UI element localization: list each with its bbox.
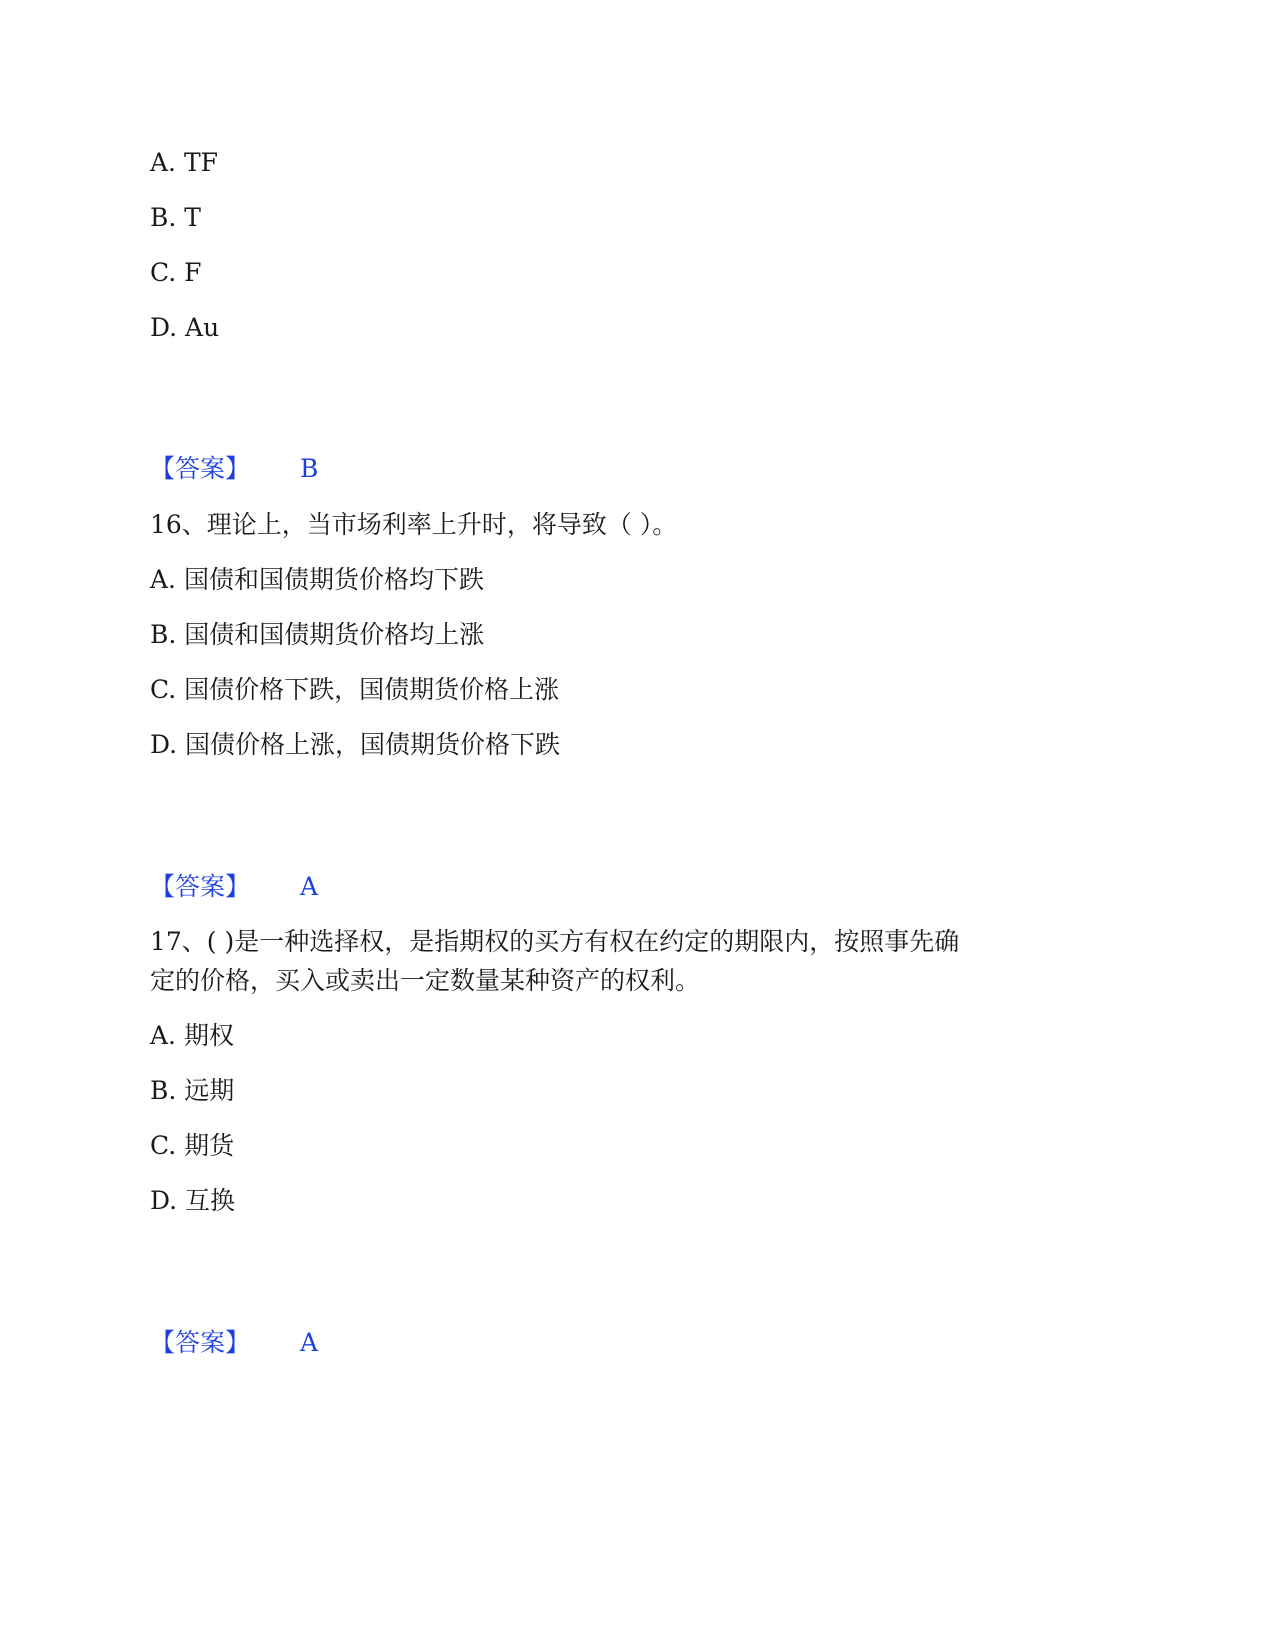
q15-answer bbox=[150, 453, 318, 485]
q17-option-d: D. 互换 bbox=[150, 1186, 236, 1215]
q17-option-b: B. 远期 bbox=[150, 1076, 235, 1105]
q16-option-a: A. 国债和国债期货价格均下跌 bbox=[150, 565, 484, 594]
answer-label: 【答案】 bbox=[150, 1328, 251, 1357]
q16-option-b: B. 国债和国债期货价格均上涨 bbox=[150, 620, 485, 649]
q16-question: 16、理论上，当市场利率上升时，将导致（ ）。 bbox=[150, 510, 678, 539]
q17-option-a: A. 期权 bbox=[150, 1021, 234, 1050]
q17-question-line1: 17、( )是一种选择权，是指期权的买方有权在约定的期限内，按照事先确 bbox=[150, 927, 960, 956]
q17-answer bbox=[150, 1327, 318, 1359]
q15-option-c: C. F bbox=[150, 258, 202, 287]
answer-label: 【答案】 bbox=[150, 872, 251, 901]
q15-option-d: D. Au bbox=[150, 313, 220, 342]
q16-option-c: C. 国债价格下跌，国债期货价格上涨 bbox=[150, 675, 560, 704]
q17-option-c: C. 期货 bbox=[150, 1131, 235, 1160]
answer-value: A bbox=[300, 1328, 319, 1357]
q17-question-line2: 定的价格，买入或卖出一定数量某种资产的权利。 bbox=[150, 966, 701, 995]
answer-value: B bbox=[300, 454, 319, 483]
q16-option-d: D. 国债价格上涨，国债期货价格下跌 bbox=[150, 730, 561, 759]
q16-answer bbox=[150, 871, 318, 903]
q15-option-b: B. T bbox=[150, 203, 201, 232]
answer-label: 【答案】 bbox=[150, 454, 251, 483]
answer-value: A bbox=[300, 872, 319, 901]
q15-option-a: A. TF bbox=[150, 148, 218, 177]
